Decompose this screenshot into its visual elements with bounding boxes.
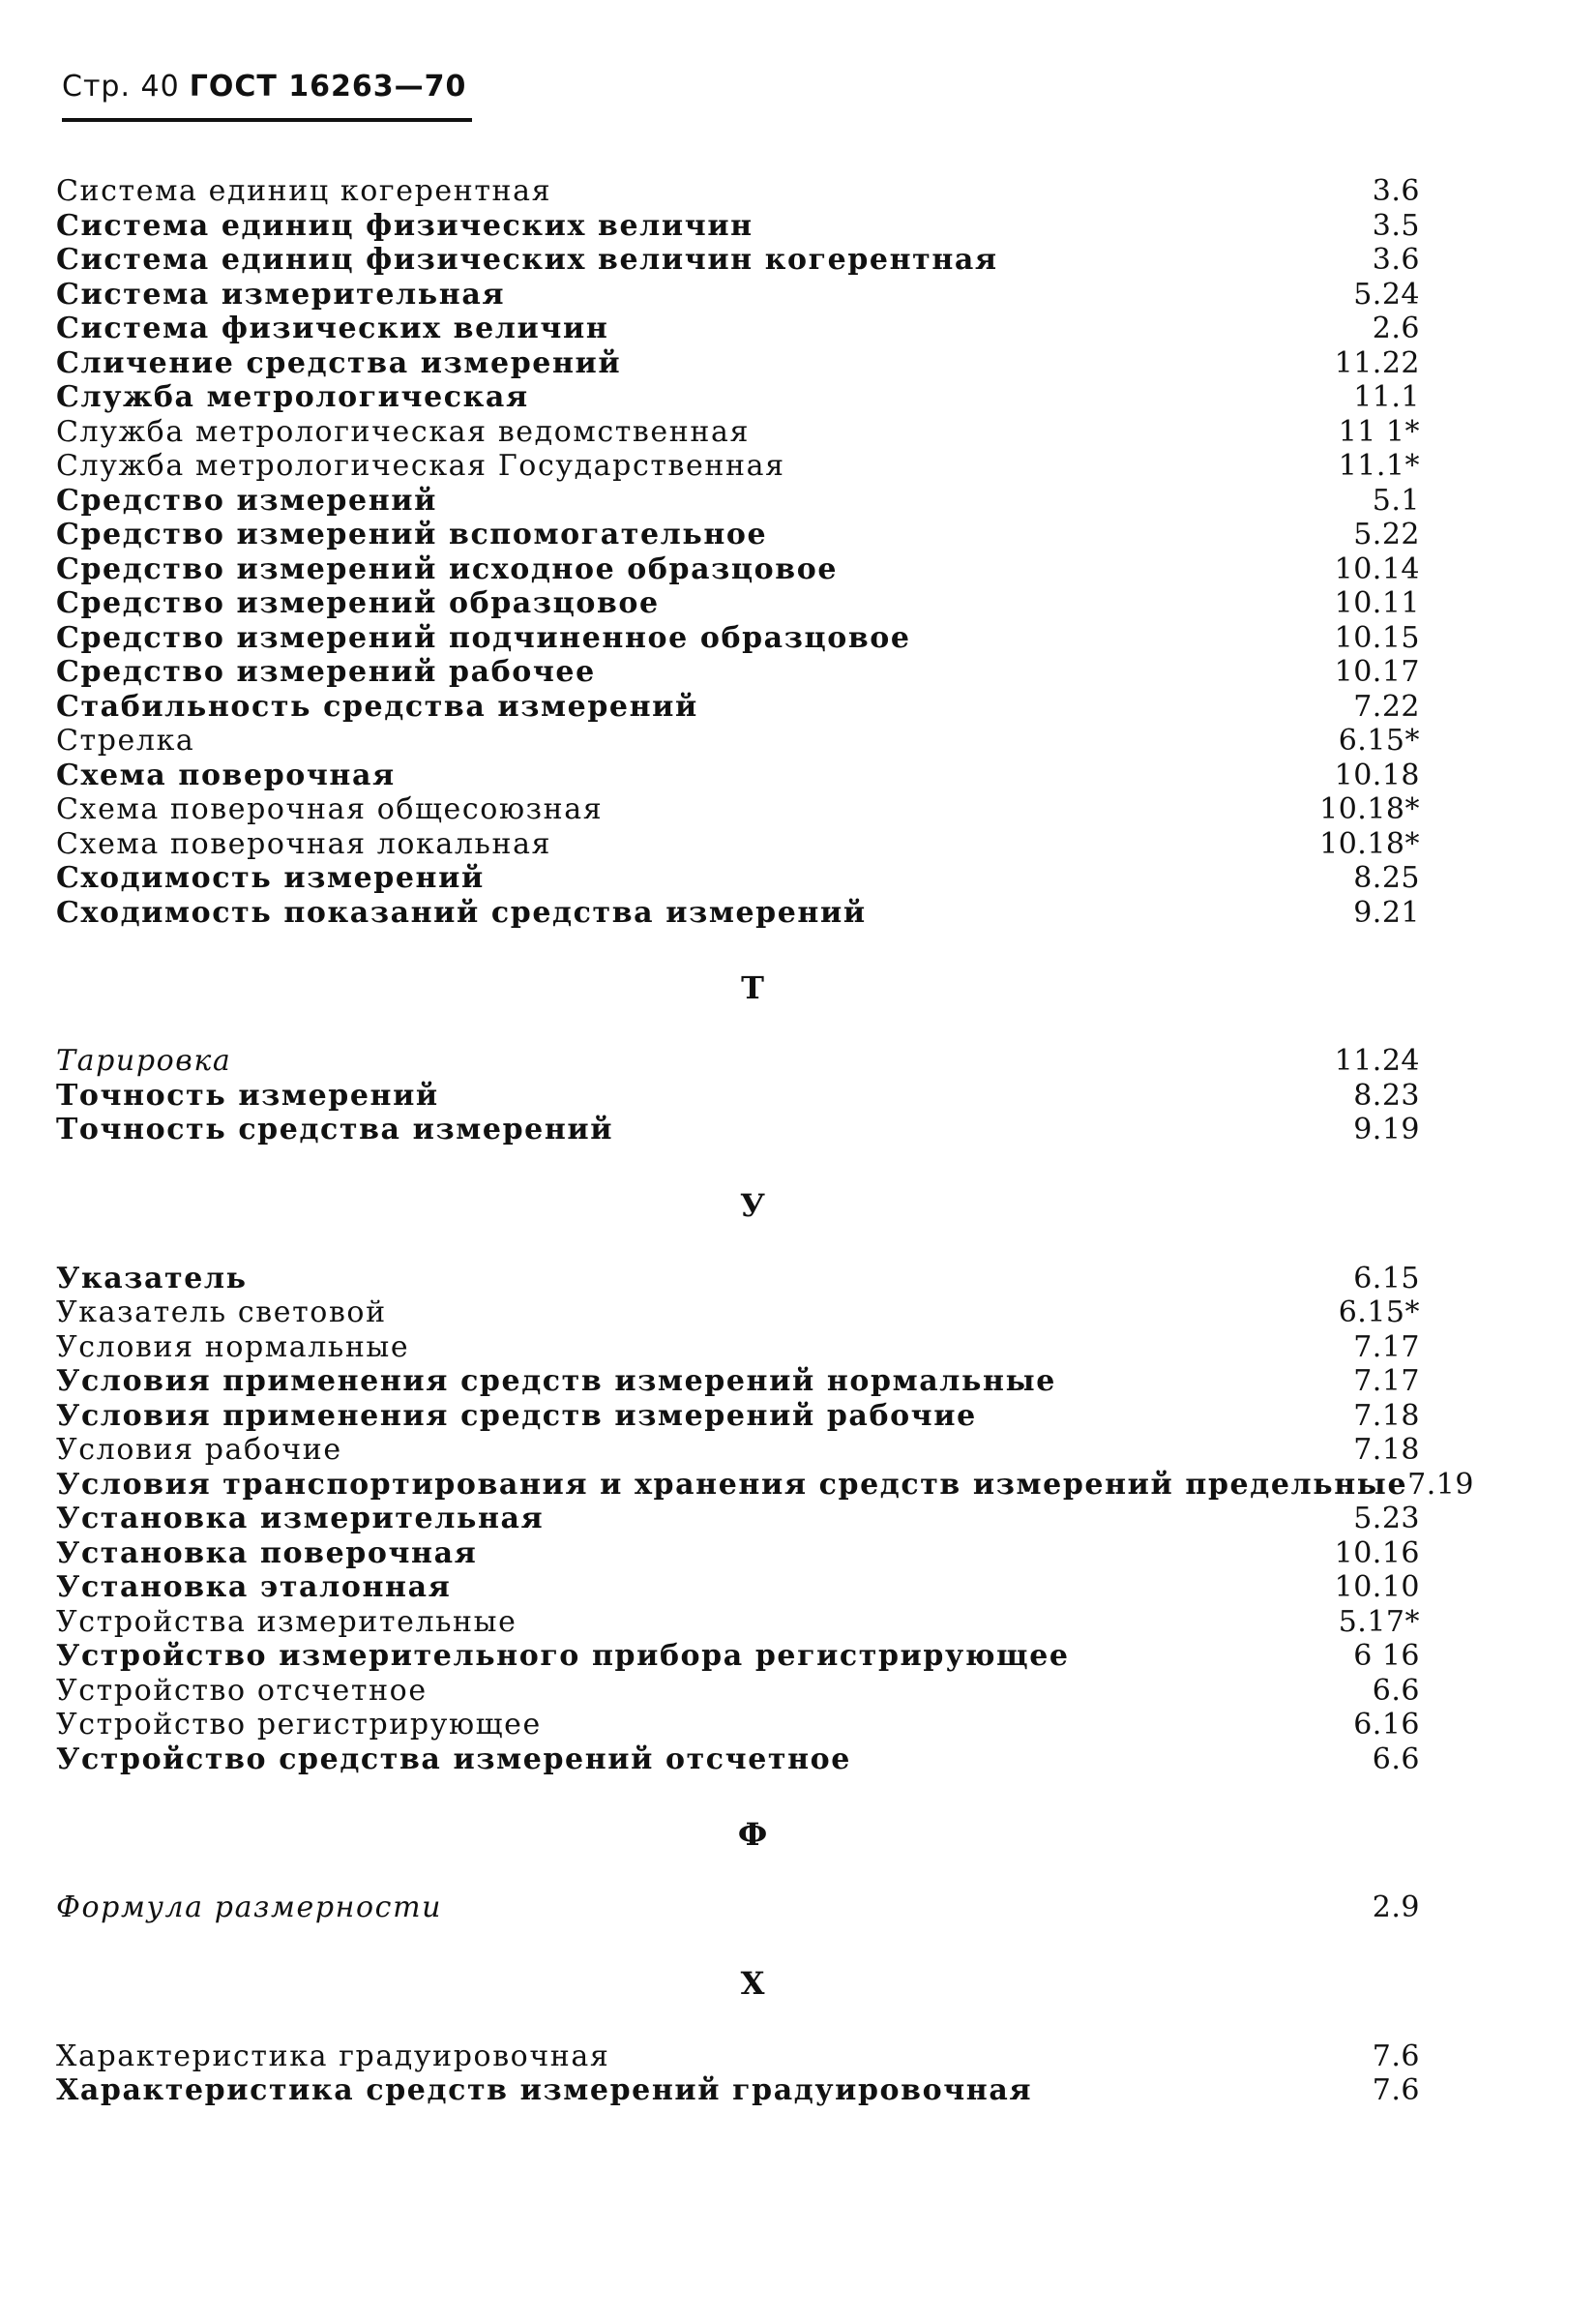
- index-term: Условия транспортирования и хранения средств измерений предельные: [56, 1467, 1408, 1502]
- index-entry: [56, 1742, 1420, 1777]
- index-entry: [56, 346, 1420, 381]
- index-entry: [56, 1079, 1420, 1114]
- index-reference: 6.15: [1353, 1261, 1420, 1295]
- index-reference: 10.18*: [1319, 826, 1420, 861]
- index-reference: 6.15*: [1338, 724, 1420, 758]
- index-reference: 8.25: [1353, 861, 1420, 895]
- index-reference: 5.17*: [1338, 1604, 1420, 1639]
- index-entry: [56, 1330, 1420, 1365]
- index-reference: 7.17: [1353, 1329, 1420, 1364]
- index-entry: [56, 759, 1420, 793]
- index-reference: 10.18: [1334, 758, 1420, 792]
- index-entry: [56, 415, 1420, 450]
- index-reference: 11.1: [1353, 380, 1420, 414]
- section-spacer: [56, 1147, 1420, 1188]
- index-entry: [56, 1467, 1474, 1503]
- index-reference: 6.15*: [1338, 1295, 1420, 1329]
- section-spacer: [56, 930, 1420, 970]
- index-reference: 2.9: [1372, 1890, 1420, 1924]
- index-entry: [56, 621, 1420, 656]
- index-entry: [56, 1502, 1420, 1536]
- index-entry: [56, 1674, 1420, 1709]
- index-entry: [56, 552, 1420, 587]
- index-entry: [56, 1433, 1420, 1468]
- index-reference: 7.17: [1353, 1364, 1420, 1398]
- index-entry: [56, 2039, 1420, 2074]
- index-entry: [56, 518, 1420, 552]
- index-reference: 10.16: [1334, 1535, 1420, 1570]
- index-reference: 11.22: [1334, 345, 1420, 380]
- index-term: Точность измерений: [56, 1078, 439, 1113]
- index-term: Стрелка: [56, 724, 195, 758]
- index-reference: 9.21: [1353, 895, 1420, 930]
- index-entry: [56, 1113, 1420, 1147]
- index-term: Устройство регистрирующее: [56, 1708, 542, 1742]
- index-reference: 10.17: [1334, 655, 1420, 689]
- index-term: Средство измерений подчиненное образцовое: [56, 620, 911, 655]
- index-reference: 11 1*: [1338, 414, 1420, 449]
- index-reference: 10.11: [1334, 586, 1420, 620]
- index-reference: 10.10: [1334, 1570, 1420, 1604]
- page-number: Стр. 40: [62, 70, 180, 104]
- section-spacer: [56, 1223, 1420, 1262]
- index-reference: 7.6: [1372, 2039, 1420, 2073]
- index-term: Устройство отсчетное: [56, 1673, 428, 1708]
- index-reference: 8.23: [1353, 1078, 1420, 1113]
- index-reference: 5.1: [1372, 483, 1420, 518]
- index-term: Тарировка: [56, 1044, 232, 1078]
- index-entry: [56, 312, 1420, 346]
- index-term: Условия нормальные: [56, 1329, 410, 1364]
- index-entry: [56, 655, 1420, 690]
- section-letter: Х: [740, 1964, 765, 2002]
- section-spacer: [56, 1852, 1420, 1890]
- index-entry: [56, 586, 1420, 621]
- index-entry: [56, 792, 1420, 827]
- section-letter: У: [740, 1186, 765, 1224]
- alphabetical-index: [56, 174, 1474, 2108]
- index-reference: 5.22: [1353, 518, 1420, 551]
- section-spacer: [56, 1925, 1420, 1966]
- index-entry: [56, 1890, 1420, 1925]
- index-reference: 3.6: [1372, 243, 1420, 277]
- index-term: Стабильность средства измерений: [56, 689, 698, 724]
- index-term: Система единиц когерентная: [56, 174, 552, 208]
- index-term: Условия применения средств измерений нормальные: [56, 1364, 1056, 1398]
- section-letter: Т: [741, 969, 764, 1006]
- index-term: Служба метрологическая ведомственная: [56, 414, 750, 449]
- index-reference: 6 16: [1353, 1639, 1420, 1673]
- index-reference: 11.1*: [1338, 449, 1420, 483]
- index-term: Средство измерений образцовое: [56, 586, 660, 620]
- index-term: Система единиц физических величин когерентная: [56, 243, 998, 277]
- index-entry: [56, 690, 1420, 725]
- index-reference: 6.6: [1372, 1742, 1420, 1776]
- index-term: Характеристика средств измерений градуировочная: [56, 2073, 1033, 2107]
- index-reference: 7.18: [1353, 1433, 1420, 1467]
- index-entry: [56, 1639, 1420, 1674]
- index-term: Условия применения средств измерений рабочие: [56, 1398, 977, 1433]
- index-entry: [56, 1605, 1420, 1640]
- index-reference: 5.23: [1353, 1502, 1420, 1535]
- index-reference: 6.16: [1353, 1708, 1420, 1742]
- index-reference: 7.19: [1407, 1467, 1474, 1502]
- page-header: [62, 70, 466, 104]
- index-entry: [56, 174, 1420, 209]
- index-reference: 3.6: [1372, 174, 1420, 208]
- index-term: Схема поверочная: [56, 758, 396, 792]
- section-spacer: [56, 1005, 1420, 1044]
- index-entry: [56, 827, 1420, 862]
- index-reference: 7.22: [1353, 689, 1420, 724]
- index-reference: 10.15: [1334, 620, 1420, 655]
- index-term: Сличение средства измерений: [56, 345, 622, 380]
- index-term: Устройство измерительного прибора регистрирующее: [56, 1639, 1070, 1673]
- index-entry: [56, 278, 1420, 313]
- index-term: Система физических величин: [56, 312, 609, 345]
- index-term: Характеристика градуировочная: [56, 2039, 610, 2073]
- section-spacer: [56, 1776, 1420, 1817]
- header-rule: [62, 118, 472, 122]
- index-reference: 3.5: [1372, 208, 1420, 243]
- index-term: Указатель: [56, 1261, 248, 1295]
- index-entry: [56, 1708, 1420, 1742]
- index-reference: 10.18*: [1319, 792, 1420, 826]
- index-reference: 7.6: [1372, 2073, 1420, 2107]
- index-reference: 7.18: [1353, 1398, 1420, 1433]
- index-term: Установка измерительная: [56, 1502, 545, 1535]
- index-entry: [56, 484, 1420, 519]
- index-term: Формула размерности: [56, 1890, 443, 1924]
- index-entry: [56, 1262, 1420, 1296]
- index-term: Устройства измерительные: [56, 1604, 517, 1639]
- index-term: Средство измерений: [56, 483, 437, 518]
- index-reference: 10.14: [1334, 551, 1420, 586]
- index-entry: [56, 861, 1420, 896]
- index-entry: [56, 1044, 1420, 1079]
- document-code: ГОСТ 16263—70: [189, 70, 467, 104]
- index-reference: 5.24: [1353, 277, 1420, 312]
- index-term: Установка эталонная: [56, 1570, 452, 1604]
- index-term: Средство измерений рабочее: [56, 655, 596, 689]
- index-term: Средство измерений вспомогательное: [56, 518, 768, 551]
- index-entry: [56, 1399, 1420, 1434]
- section-spacer: [56, 2001, 1420, 2039]
- index-entry: [56, 896, 1420, 931]
- index-term: Установка поверочная: [56, 1535, 478, 1570]
- index-term: Сходимость показаний средства измерений: [56, 895, 867, 930]
- index-entry: [56, 1364, 1420, 1399]
- index-entry: [56, 1295, 1420, 1330]
- index-entry: [56, 724, 1420, 759]
- index-entry: [56, 2073, 1420, 2108]
- index-term: Схема поверочная общесоюзная: [56, 792, 604, 826]
- index-term: Средство измерений исходное образцовое: [56, 551, 839, 586]
- index-term: Устройство средства измерений отсчетное: [56, 1742, 851, 1776]
- index-entry: [56, 209, 1420, 244]
- index-term: Указатель световой: [56, 1295, 387, 1329]
- index-term: Точность средства измерений: [56, 1113, 614, 1146]
- index-term: Система измерительная: [56, 277, 506, 312]
- index-entry: [56, 449, 1420, 484]
- index-entry: [56, 1570, 1420, 1605]
- index-reference: 6.6: [1372, 1673, 1420, 1708]
- index-term: Сходимость измерений: [56, 861, 485, 895]
- index-term: Схема поверочная локальная: [56, 826, 552, 861]
- section-letter: Ф: [737, 1816, 768, 1853]
- index-entry: [56, 380, 1420, 415]
- index-reference: 2.6: [1372, 312, 1420, 345]
- index-term: Служба метрологическая: [56, 380, 529, 414]
- index-term: Условия рабочие: [56, 1433, 342, 1467]
- index-entry: [56, 1536, 1420, 1571]
- index-reference: 11.24: [1334, 1044, 1420, 1078]
- index-term: Система единиц физических величин: [56, 208, 754, 243]
- index-reference: 9.19: [1353, 1113, 1420, 1146]
- index-entry: [56, 243, 1420, 278]
- index-term: Служба метрологическая Государственная: [56, 449, 785, 483]
